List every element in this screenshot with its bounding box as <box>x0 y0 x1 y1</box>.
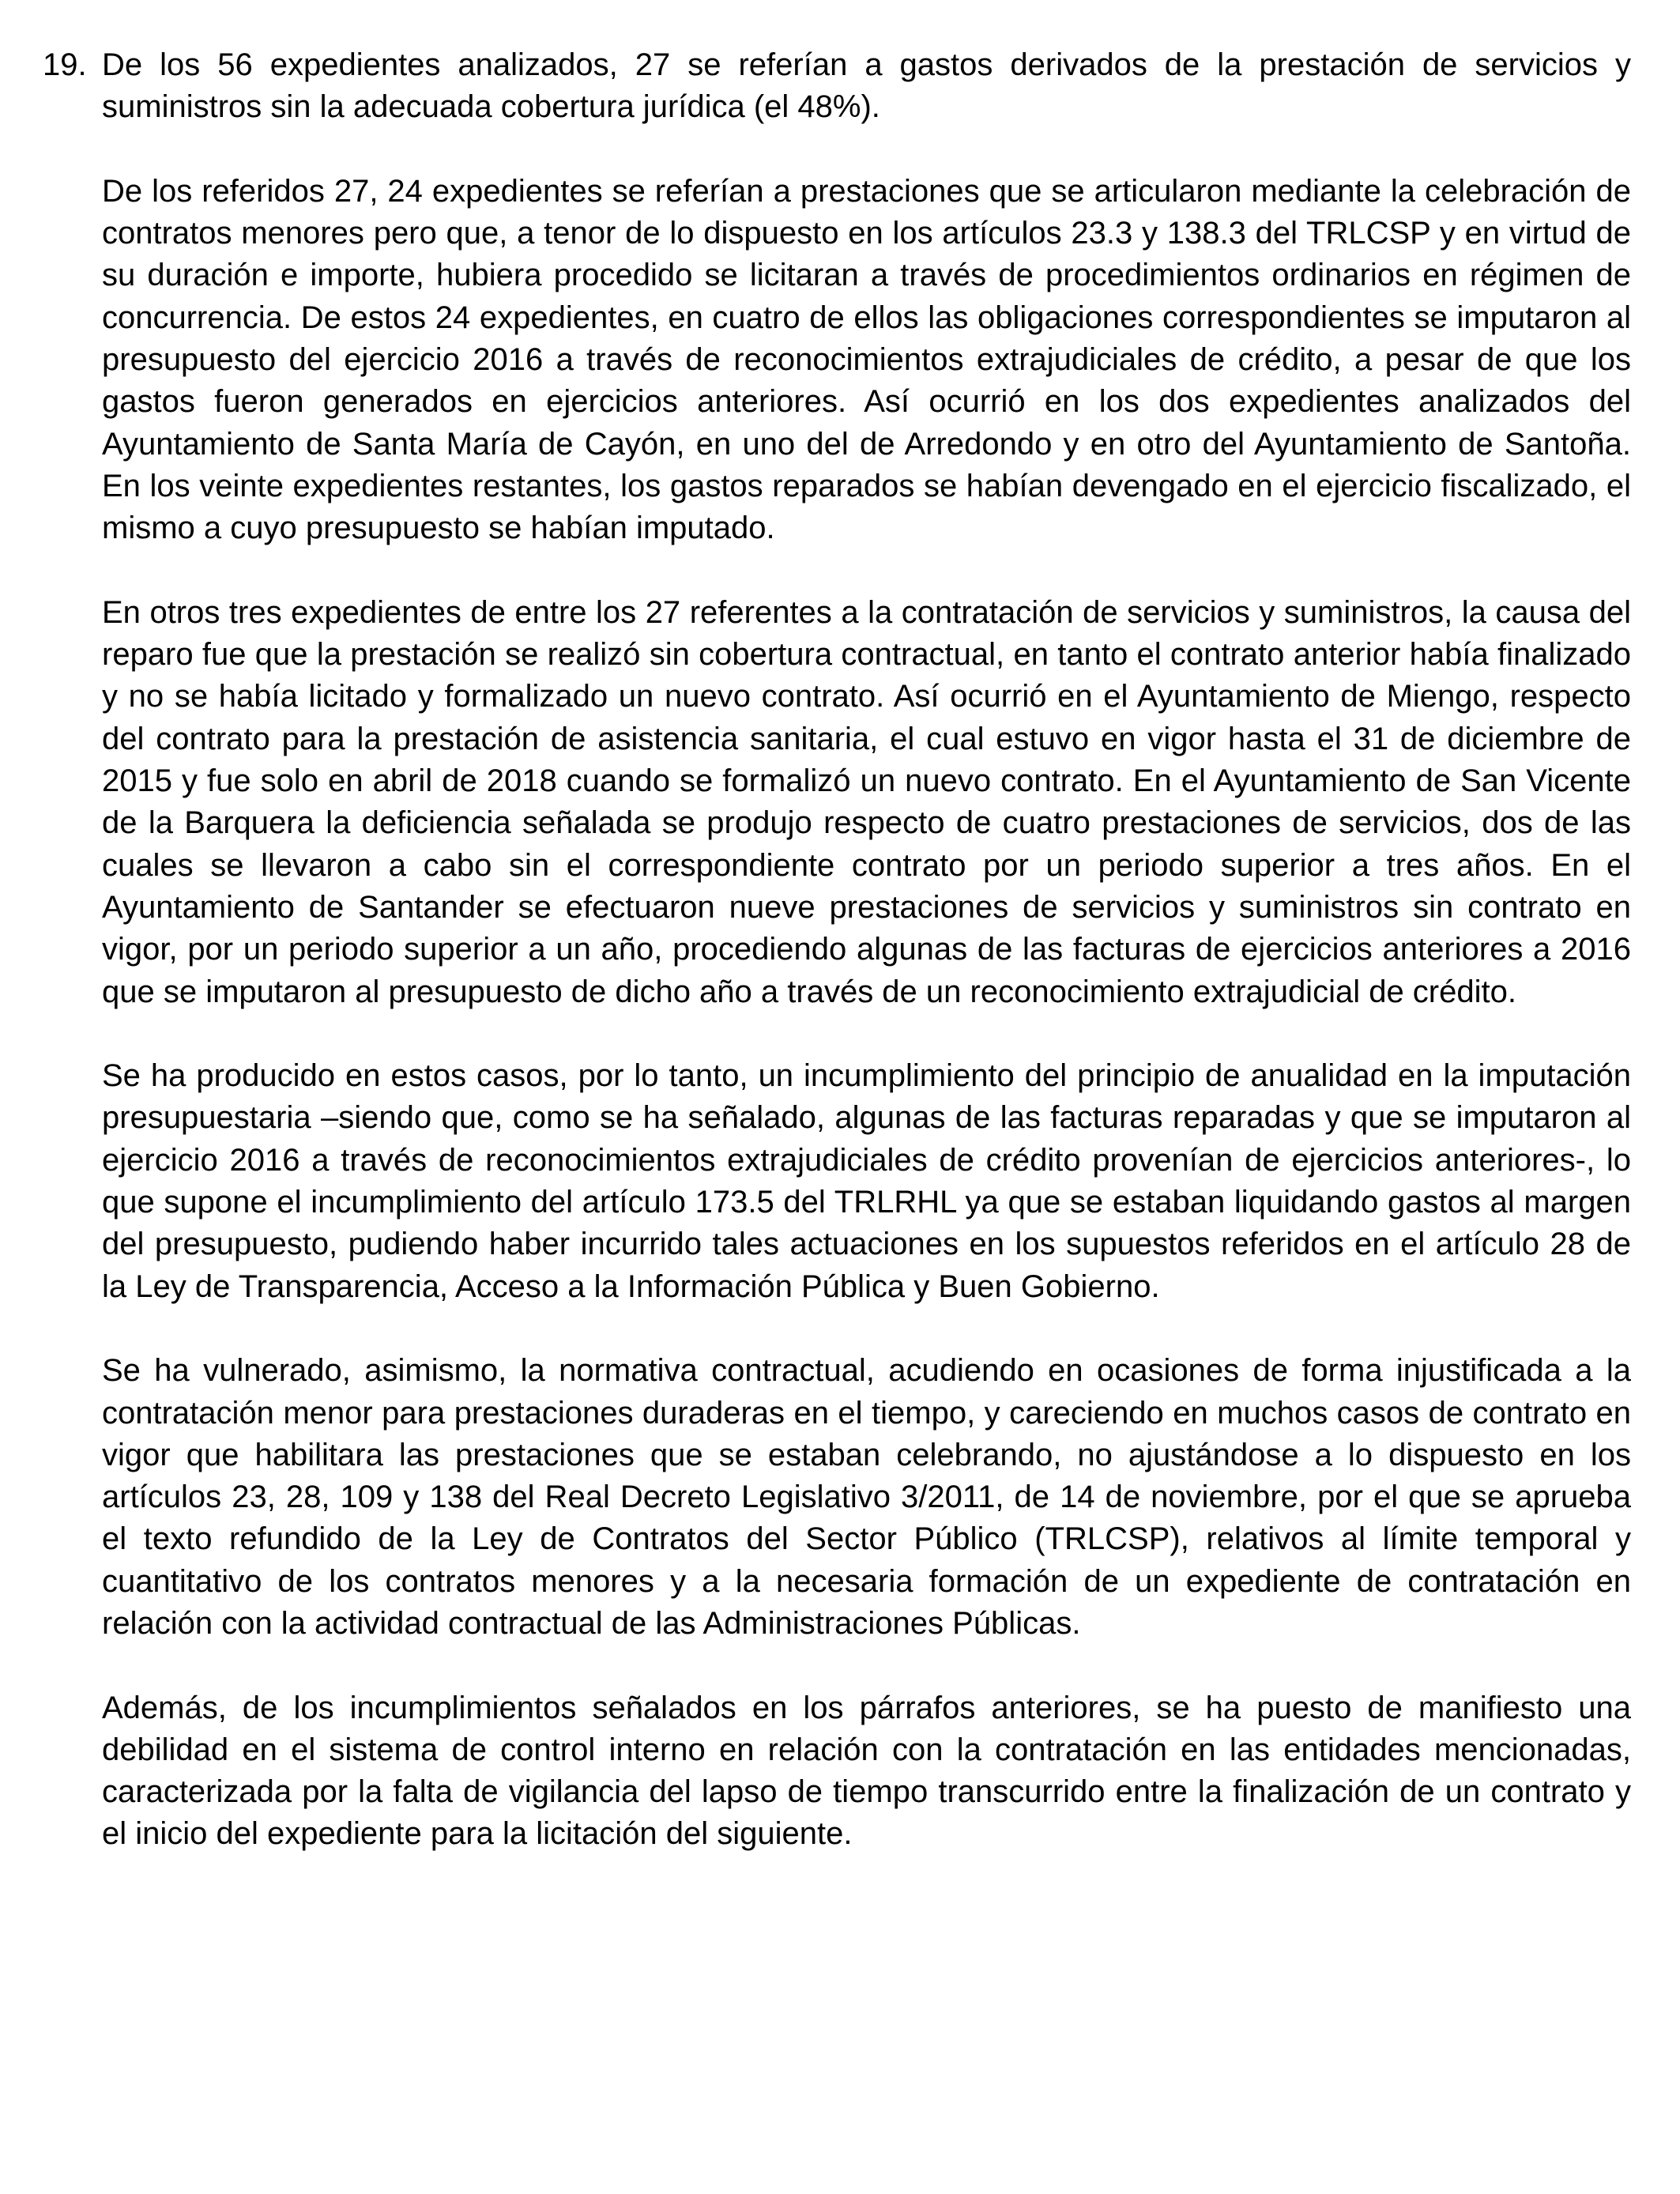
item-number: 19. <box>43 47 87 82</box>
paragraph-4: Se ha producido en estos casos, por lo tanto, un incumplimiento del principio de anualidad en la imputación presupuestaria –siendo que, como se ha señalado, algunas de las facturas reparadas y que se imputaron al ejercicio 2016 a través de reconocimientos extrajudiciales de crédito provenían de ejercicios anteriores-, lo que supone el incumplimiento del artículo 173.5 del TRLRHL ya que se estaban liquidando gastos al margen del presupuesto, pudiendo haber incurrido tales actuaciones en los supuestos referidos en el artículo 28 de la Ley de Transparencia, Acceso a la Información Pública y Buen Gobierno. <box>102 1058 1631 1304</box>
paragraph-1: De los 56 expedientes analizados, 27 se referían a gastos derivados de la prestación de servicios y suministros sin la adecuada cobertura jurídica (el 48%). <box>102 47 1631 125</box>
numbered-item-19 <box>43 44 1631 1856</box>
paragraph-5: Se ha vulnerado, asimismo, la normativa contractual, acudiendo en ocasiones de forma injustificada a la contratación menor para prestaciones duraderas en el tiempo, y careciendo en muchos casos de contrato en vigor que habilitara las prestaciones que se estaban celebrando, no ajustándose a lo dispuesto en los artículos 23, 28, 109 y 138 del Real Decreto Legislativo 3/2011, de 14 de noviembre, por el que se aprueba el texto refundido de la Ley de Contratos del Sector Público (TRLCSP), relativos al límite temporal y cuantitativo de los contratos menores y a la necesaria formación de un expediente de contratación en relación con la actividad contractual de las Administraciones Públicas. <box>102 1353 1631 1641</box>
paragraph-3: En otros tres expedientes de entre los 27 referentes a la contratación de servicios y suministros, la causa del reparo fue que la prestación se realizó sin cobertura contractual, en tanto el contrato anterior había finalizado y no se había licitado y formalizado un nuevo contrato. Así ocurrió en el Ayuntamiento de Miengo, respecto del contrato para la prestación de asistencia sanitaria, el cual estuvo en vigor hasta el 31 de diciembre de 2015 y fue solo en abril de 2018 cuando se formalizó un nuevo contrato. En el Ayuntamiento de San Vicente de la Barquera la deficiencia señalada se produjo respecto de cuatro prestaciones de servicios, dos de las cuales se llevaron a cabo sin el correspondiente contrato por un periodo superior a tres años. En el Ayuntamiento de Santander se efectuaron nueve prestaciones de servicios y suministros sin contrato en vigor, por un periodo superior a un año, procediendo algunas de las facturas de ejercicios anteriores a 2016 que se imputaron al presupuesto de dicho año a través de un reconocimiento extrajudicial de crédito. <box>102 594 1631 1009</box>
paragraph-6: Además, de los incumplimientos señalados en los párrafos anteriores, se ha puesto de manifiesto una debilidad en el sistema de control interno en relación con la contratación en las entidades mencionadas, caracterizada por la falta de vigilancia del lapso de tiempo transcurrido entre la finalización de un contrato y el inicio del expediente para la licitación del siguiente. <box>102 1690 1631 1852</box>
paragraph-2: De los referidos 27, 24 expedientes se referían a prestaciones que se articularon mediante la celebración de contratos menores pero que, a tenor de lo dispuesto en los artículos 23.3 y 138.3 del TRLCSP y en virtud de su duración e importe, hubiera procedido se licitaran a través de procedimientos ordinarios en régimen de concurrencia. De estos 24 expedientes, en cuatro de ellos las obligaciones correspondientes se imputaron al presupuesto del ejercicio 2016 a través de reconocimientos extrajudiciales de crédito, a pesar de que los gastos fueron generados en ejercicios anteriores. Así ocurrió en los dos expedientes analizados del Ayuntamiento de Santa María de Cayón, en uno del de Arredondo y en otro del Ayuntamiento de Santoña. En los veinte expedientes restantes, los gastos reparados se habían devengado en el ejercicio fiscalizado, el mismo a cuyo presupuesto se habían imputado. <box>102 173 1631 546</box>
